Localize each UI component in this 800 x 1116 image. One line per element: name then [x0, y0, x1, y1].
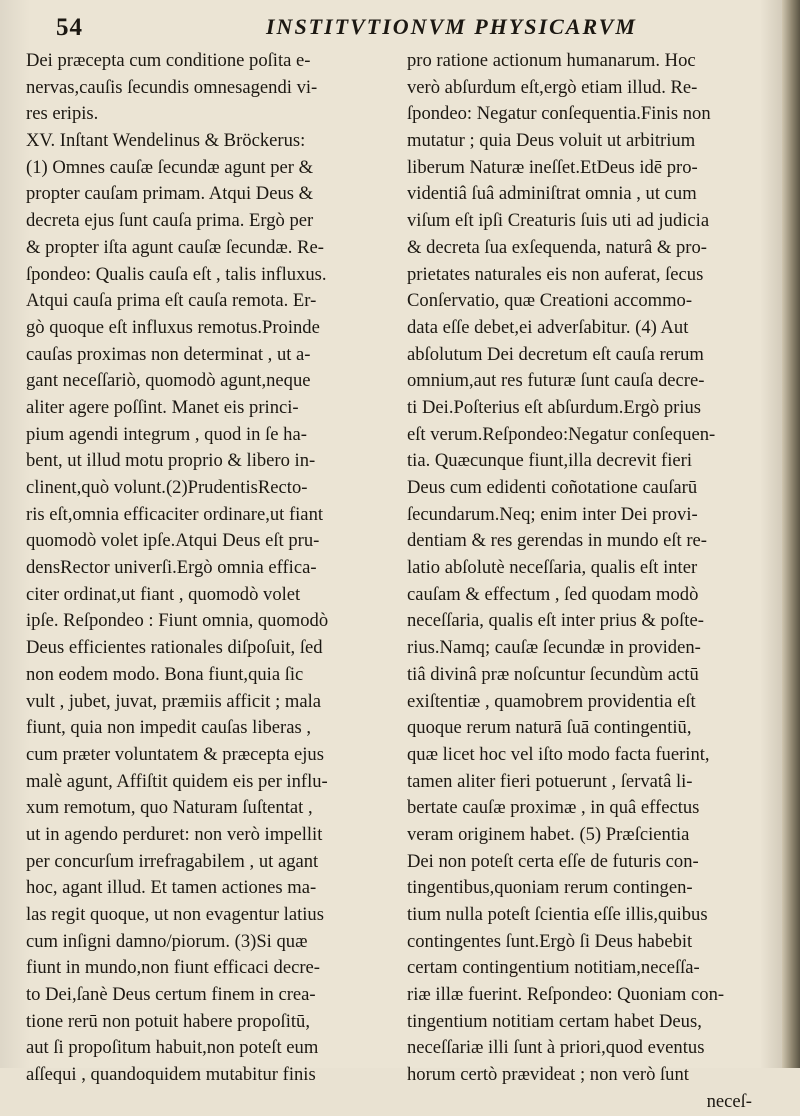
text-line: ti Dei.Poſterius eſt abſurdum.Ergò prius [407, 396, 702, 418]
text-line: XV. Inſtant Wendelinus & Bröckerus: [26, 130, 306, 152]
text-line: data eſſe debet,ei adverſabitur. (4) Aut [407, 316, 689, 338]
text-line: non eodem modo. Bona fiunt,quia ſic [26, 663, 304, 685]
text-line: tingentibus,quoniam rerum contingen- [407, 877, 693, 899]
text-line: Dei non poteſt certa eſſe de futuris con- [407, 850, 699, 872]
text-line: gò quoque eſt influxus remotus.Proinde [26, 316, 320, 338]
text-line: malè agunt, Affiſtit quidem eis per influ- [26, 770, 328, 792]
text-line: ſpondeo: Negatur conſequentia.Finis non [407, 103, 711, 125]
text-line: las regit quoque, ut non evagentur latius [26, 904, 324, 925]
page-header [56, 14, 760, 42]
left-text-column [26, 48, 391, 1089]
text-line: decreta ejus ſunt cauſa prima. Ergò per [26, 210, 314, 232]
text-line: (1) Omnes cauſæ ſecundæ agunt per & [26, 156, 314, 178]
text-line: citer ordinat,ut fiant , quomodò volet [26, 583, 301, 605]
text-line: & decreta ſua exſequenda, naturâ & pro- [407, 236, 707, 258]
text-line: cum præter voluntatem & præcepta ejus [26, 743, 324, 765]
text-line: tione rerū non potuit habere propoſitū, [26, 1010, 310, 1032]
text-line: cum inſigni damno/piorum. (3)Si quæ [26, 930, 308, 952]
text-line: Deus efficientes rationales diſpoſuit, ſed [26, 637, 323, 659]
text-line: ſecundarum.Neq; enim inter Dei provi- [407, 503, 698, 525]
text-line: rius.Namq; cauſæ ſecundæ in providen- [407, 637, 701, 659]
text-line: gant neceſſariò, quomodò agunt,neque [26, 370, 311, 392]
text-line: certam contingentium notitiam,neceſſa- [407, 957, 700, 979]
page-edge-shadow [782, 0, 800, 1068]
text-line: latio abſolutè neceſſaria, qualis eſt inter [407, 557, 698, 579]
text-line: tamen aliter fieri potuerunt , ſervatâ li- [407, 770, 693, 792]
text-line: prietates naturales eis non auferat, ſecus [407, 263, 704, 285]
text-line: viſum eſt ipſi Creaturis ſuis uti ad judicia [407, 210, 710, 232]
text-line: bent, ut illud motu proprio & libero in- [26, 450, 316, 472]
text-line: cauſam & effectum , ſed quodam modò [407, 583, 699, 605]
text-line: ſpondeo: Qualis cauſa eſt , talis influxus. [26, 263, 327, 285]
text-line: ut in agendo perduret: non verò impellit [26, 823, 323, 845]
text-line: aliter agere poſſint. Manet eis princi- [26, 396, 299, 418]
text-line: cauſas proximas non determinat , ut a- [26, 343, 311, 365]
text-line: nervas,cauſis ſecundis omnesagendi vi- [26, 76, 318, 98]
text-line: Atqui cauſa prima eſt cauſa remota. Er- [26, 290, 317, 312]
text-line: quoque rerum naturā ſuā contingentiū, [407, 717, 692, 739]
text-line: contingentes ſunt.Ergò ſi Deus habebit [407, 930, 693, 952]
text-line: res eripis. [26, 103, 99, 125]
text-line: neceſſariæ illi ſunt à priori,quod eventus [407, 1037, 705, 1059]
text-line: per concurſum irrefragabilem , ut agant [26, 850, 319, 872]
text-line: densRector univerſi.Ergò omnia effica- [26, 557, 317, 579]
text-line: propter cauſam primam. Atqui Deus & [26, 183, 314, 205]
text-line: neceſſaria, qualis eſt inter prius & poſte- [407, 610, 704, 632]
text-line: & propter iſta agunt cauſæ ſecundæ. Re- [26, 236, 324, 258]
text-line: Conſervatio, quæ Creationi accommo- [407, 290, 693, 312]
text-line: to Dei,ſanè Deus certum finem in crea- [26, 984, 316, 1006]
text-line: abſolutum Dei decretum eſt cauſa rerum [407, 343, 704, 365]
text-line: ris eſt,omnia efficaciter ordinare,ut fiant [26, 503, 324, 525]
text-line: mutatur ; quia Deus voluit ut arbitrium [407, 130, 696, 152]
text-line: aut ſi propoſitum habuit,non poteſt eum [26, 1037, 319, 1059]
text-line: pro ratione actionum humanarum. Hoc [407, 50, 696, 71]
text-line: liberum Naturæ ineſſet.EtDeus idē pro- [407, 156, 698, 178]
text-line: xum remotum, quo Naturam ſuſtentat , [26, 797, 313, 819]
text-line: tium nulla poteſt ſcientia eſſe illis,quibus [407, 904, 708, 925]
text-line: clinent,quò volunt.(2)PrudentisRecto- [26, 477, 308, 498]
text-line: dentiam & res gerendas in mundo eſt re- [407, 530, 707, 552]
text-line: eſt verum.Reſpondeo:Negatur conſequen- [407, 423, 716, 445]
text-line: verò abſurdum eſt,ergò etiam illud. Re- [407, 76, 698, 98]
text-line: quæ licet hoc vel iſto modo facta fuerint, [407, 743, 710, 765]
text-line: ipſe. Reſpondeo : Fiunt omnia, quomodò [26, 610, 329, 632]
text-line: horum certò prævideat ; non verò ſunt [407, 1064, 689, 1086]
running-title: INSTITVTIONVM PHYSICARVM [266, 14, 637, 39]
text-line: Dei præcepta cum conditione poſita e- [26, 50, 311, 71]
text-line: quomodò volet ipſe.Atqui Deus eſt pru- [26, 530, 320, 552]
text-line: videntiâ ſuâ adminiſtrat omnia , ut cum [407, 183, 697, 205]
text-line: aſſequi , quandoquidem mutabitur finis [26, 1064, 316, 1086]
text-line: fiunt, quia non impedit cauſas liberas , [26, 717, 312, 739]
text-line: bertate cauſæ proximæ , in quâ effectus [407, 797, 700, 819]
text-line: vult , jubet, juvat, præmiis afficit ; mala [26, 690, 322, 712]
text-line: Deus cum edidenti coñotatione cauſarū [407, 477, 698, 498]
text-line: omnium,aut res futuræ ſunt cauſa decre- [407, 370, 705, 392]
catchword: neceſ- [706, 1090, 752, 1112]
text-line: hoc, agant illud. Et tamen actiones ma- [26, 877, 317, 899]
text-line: veram originem habet. (5) Præſcientia [407, 823, 690, 845]
text-line: tia. Quæcunque fiunt,illa decrevit fieri [407, 450, 693, 472]
text-line: riæ illæ fuerint. Reſpondeo: Quoniam con- [407, 984, 725, 1006]
text-line: tingentium notitiam certam habet Deus, [407, 1010, 702, 1032]
text-line: tiâ divinâ præ noſcuntur ſecundùm actū [407, 663, 699, 685]
right-text-column [407, 48, 772, 1116]
text-line: exiſtentiæ , quamobrem providentia eſt [407, 690, 696, 712]
text-line: fiunt in mundo,non fiunt efficaci decre- [26, 957, 320, 979]
text-line: pium agendi integrum , quod in ſe ha- [26, 423, 307, 445]
page-number: 54 [56, 14, 83, 41]
